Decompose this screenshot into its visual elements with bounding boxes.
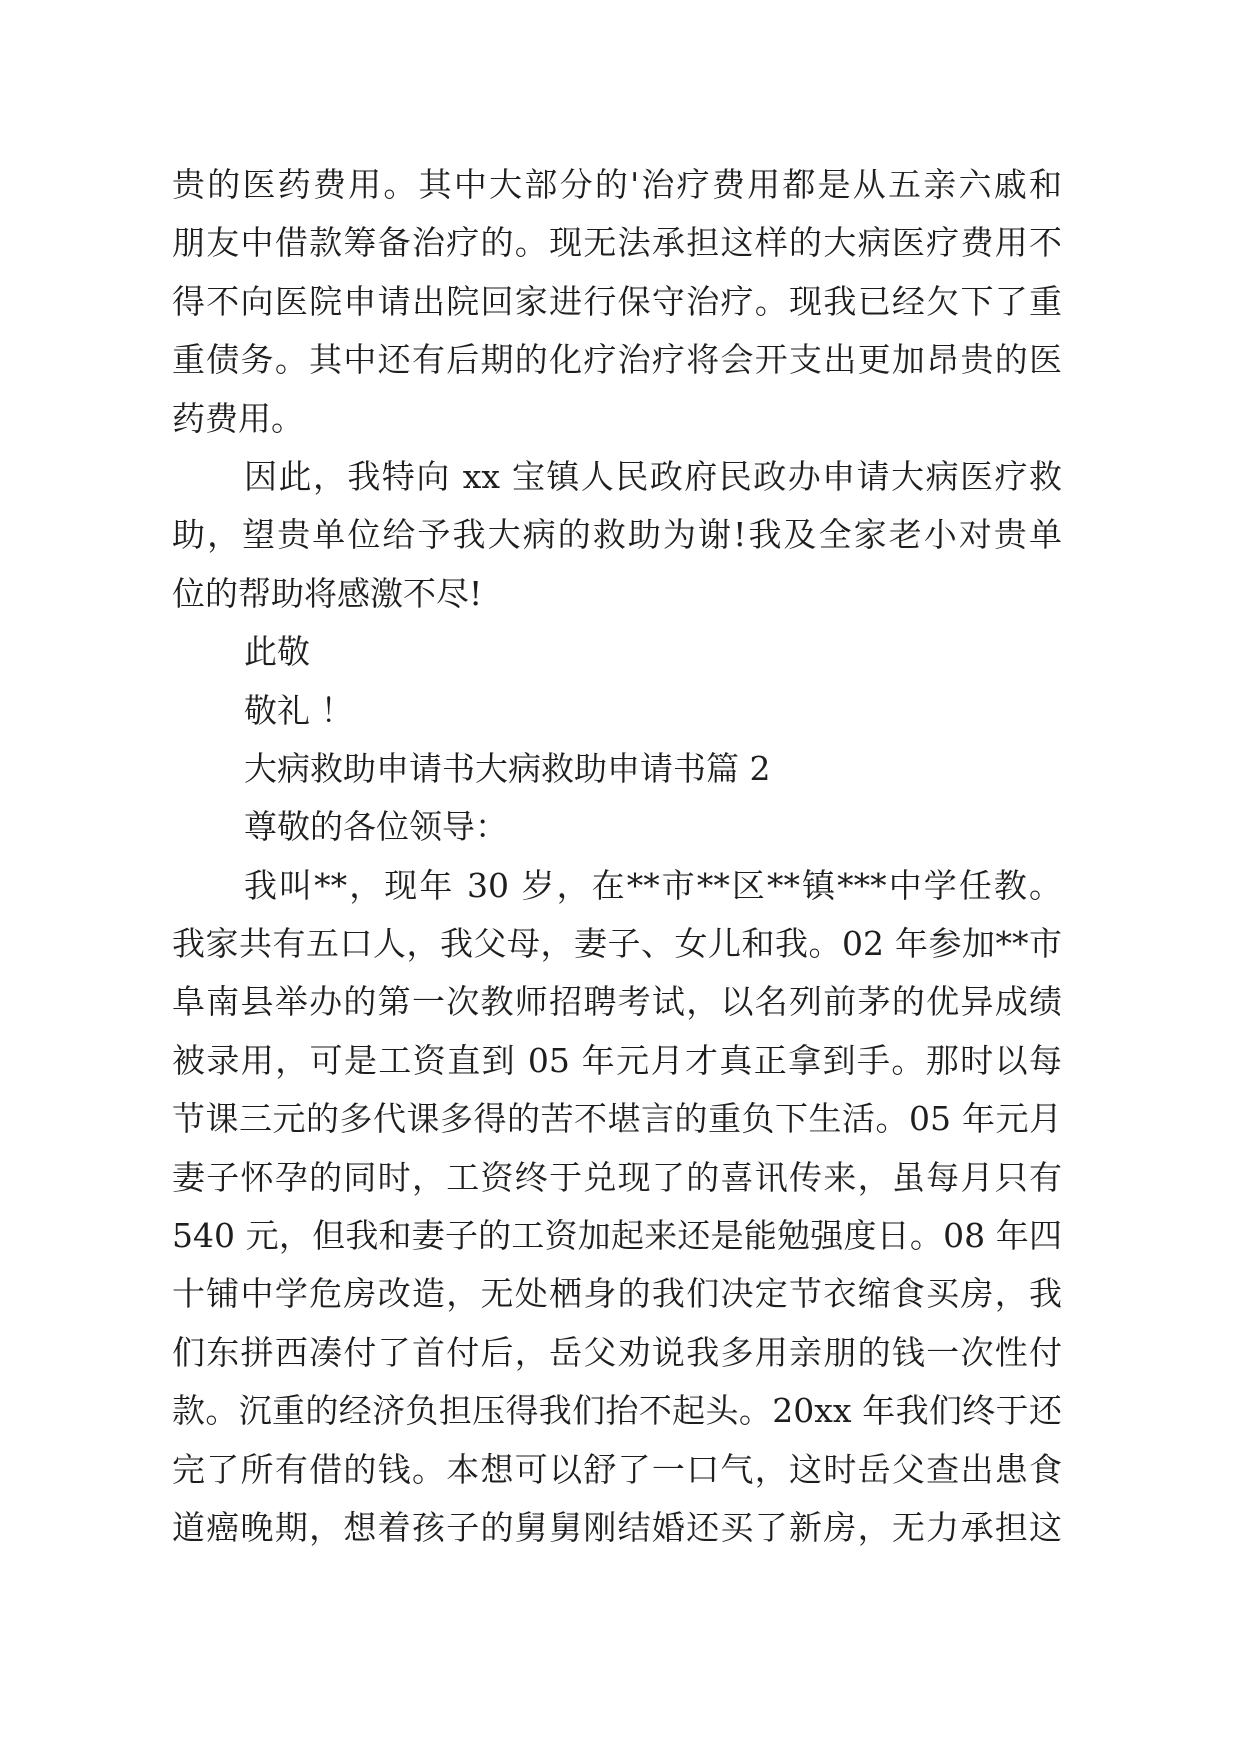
text-line: 妻子怀孕的同时，工资终于兑现了的喜讯传来，虽每月只有 (172, 1157, 1062, 1197)
text-line: 我叫**，现年 30 岁，在**市**区**镇***中学任教。 (244, 865, 1062, 905)
text-line: 贵的医药费用。其中大部分的'治疗费用都是从五亲六戚和 (172, 165, 1062, 204)
greeting (172, 798, 1062, 856)
paragraph-medical-costs (172, 156, 1062, 448)
text-line: 被录用，可是工资直到 05 年元月才真正拿到手。那时以每 (172, 1040, 1062, 1080)
text-line: 大病救助申请书大病救助申请书篇 2 (244, 748, 771, 788)
text-line: 此敬 (244, 632, 310, 672)
text-line: 阜南县举办的第一次教师招聘考试，以名列前茅的优异成绩 (172, 982, 1062, 1022)
text-line: 我家共有五口人，我父母，妻子、女儿和我。02 年参加**市 (172, 924, 1062, 964)
text-line: 助，望贵单位给予我大病的救助为谢!我及全家老小对贵单 (172, 515, 1062, 555)
text-line: 敬礼 ！ (244, 690, 354, 730)
text-line: 节课三元的多代课多得的苦不堪言的重负下生活。05 年元月 (172, 1099, 1062, 1139)
section-heading (172, 740, 1062, 798)
text-line: 重债务。其中还有后期的化疗治疗将会开支出更加昂贵的医 (172, 340, 1062, 380)
text-line: 完了所有借的钱。本想可以舒了一口气，这时岳父查出患食 (172, 1449, 1062, 1489)
paragraph-personal-story (172, 857, 1062, 1558)
text-line: 款。沉重的经济负担压得我们抬不起头。20xx 年我们终于还 (172, 1391, 1062, 1431)
closing-regards (172, 682, 1062, 740)
text-line: 们东拼西凑付了首付后，岳父劝说我多用亲朋的钱一次性付 (172, 1332, 1062, 1372)
text-line: 朋友中借款筹备治疗的。现无法承担这样的大病医疗费用不 (172, 223, 1062, 263)
text-line: 尊敬的各位领导： (244, 807, 508, 847)
text-line: 位的帮助将感激不尽! (172, 573, 483, 613)
text-line: 道癌晚期，想着孩子的舅舅刚结婚还买了新房，无力承担这 (172, 1507, 1062, 1547)
text-line: 因此，我特向 xx 宝镇人民政府民政办申请大病医疗救 (244, 456, 1062, 496)
paragraph-request (172, 448, 1062, 623)
document-body (172, 156, 1062, 1557)
text-line: 十铺中学危房改造，无处栖身的我们决定节衣缩食买房，我 (172, 1274, 1062, 1314)
text-line: 药费用。 (172, 398, 304, 438)
text-line: 得不向医院申请出院回家进行保守治疗。现我已经欠下了重 (172, 281, 1062, 321)
closing-salutation (172, 623, 1062, 681)
text-line: 540 元，但我和妻子的工资加起来还是能勉强度日。08 年四 (172, 1216, 1062, 1256)
